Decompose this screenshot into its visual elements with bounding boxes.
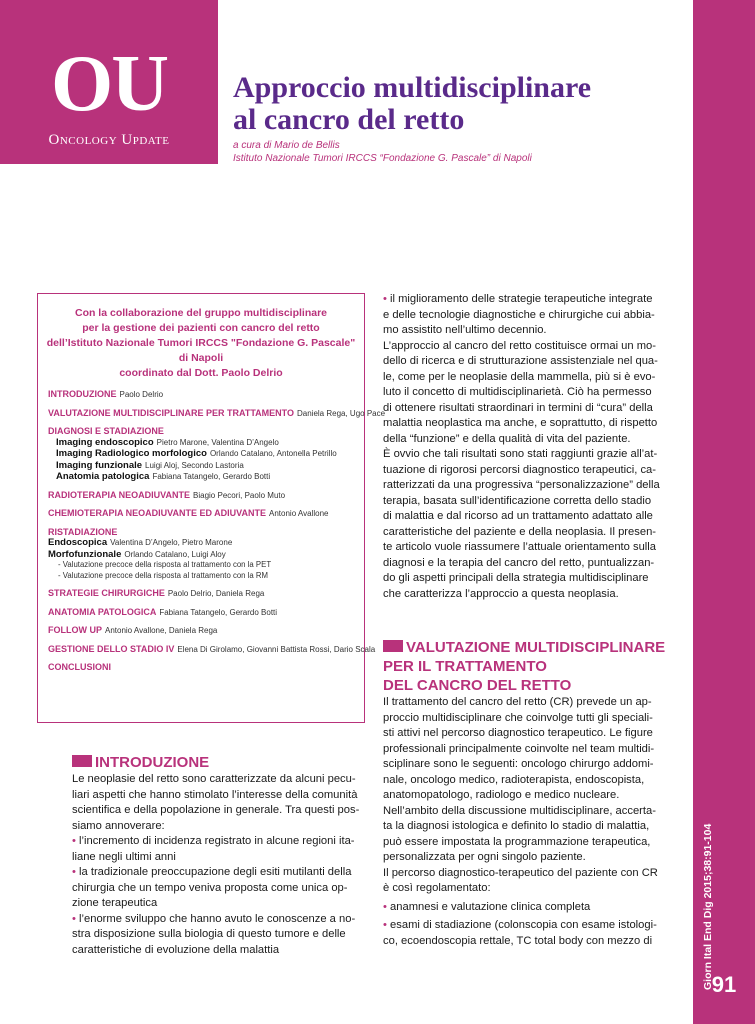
oncology-update-logo [0,0,218,164]
bullet-icon: • [72,912,76,925]
bullet-item: • anamnesi e valutazione clinica completa [383,900,591,913]
bullet-item: • l’enorme sviluppo che hanno avuto le conoscenze a no- [72,912,356,925]
text-line: zione terapeutica [72,897,158,909]
article-title [233,72,591,136]
text-line: anatomopatologo, radiologo e medico nucleare. [383,789,620,801]
text-line: dello di ricerca e di strutturazione assistenziale nel qua- [383,355,658,367]
collab-line: per la gestione dei pazienti con cancro del retto [82,322,320,334]
introduction-section [72,753,362,958]
text-line: diagnosi e la terapia del cancro del retto, puntualizzan- [383,556,655,569]
toc-entry-conclusioni: CONCLUSIONI [48,662,111,672]
bullet-item: • il miglioramento delle strategie terapeutiche integrate [383,293,653,305]
text-line: proccio multidisciplinare che coinvolge tutti gli speciali- [383,711,653,724]
toc-entry-anatomia: ANATOMIA PATOLOGICA Fabiana Tatangelo, Gerardo Botti [48,606,278,617]
journal-reference: Giorn Ital End Dig 2015;38:91-104 [702,823,714,990]
toc-subentry: Imaging endoscopico Pietro Marone, Valentina D’Angelo [56,436,279,448]
text-line: può essere impostata la programmazione terapeutica, [383,835,651,848]
collab-line: coordinato dal Dott. Paolo Delrio [119,367,283,379]
text-line: di ottenere risultati straordinari in termini di “cura” della [383,401,653,414]
right-text-top [383,292,669,602]
right-column [383,292,669,949]
text-line: e delle tecnologie diagnostiche e chirurgiche cui abbia- [383,308,655,321]
bullet-icon: • [383,293,387,305]
bullet-icon: • [383,919,387,931]
text-line: è così regolamentato: [383,882,491,894]
text-line: L’approccio al cancro del retto costituisce ormai un mo- [383,339,656,352]
toc-subentry: Anatomia patologica Fabiana Tatangelo, Gerardo Botti [56,471,271,482]
logo-subtitle: Oncology Update [48,132,170,148]
collaboration-note [42,306,360,381]
contents-list [48,389,386,673]
author-line-2: Istituto Nazionale Tumori IRCCS “Fondazione G. Pascale” di Napoli [233,153,532,164]
bullet-icon: • [72,835,76,847]
toc-entry-diagnosi: DIAGNOSI E STADIAZIONE Imaging endoscopico Pietro Marone, Valentina D’Angelo Imaging Radiologico morfologico Orlando Catalano, Antonella Petrillo Imaging funzionale Luigi Aloj, Secondo Lastoria Anatomia patologica Fabiana Tatangelo, Gerardo Botti [48,426,364,483]
text-line: nale, oncologo medico, radioterapista, endoscopista, [383,773,645,786]
toc-entry-strategie: STRATEGIE CHIRURGICHE Paolo Delrio, Daniela Rega [48,588,265,598]
toc-entry-chemioterapia: CHEMIOTERAPIA NEOADIUVANTE ED ADIUVANTE Antonio Avallone [48,508,329,518]
text-line: che caratterizza l’approccio a questa neoplasia. [383,587,619,600]
square-bullet-icon [383,640,403,652]
text-line: Il percorso diagnostico-terapeutico del paziente con CR [383,866,658,879]
toc-subsubentry: - Valutazione precoce della risposta al trattamento con la RM [58,570,269,580]
text-line: È ovvio che tali risultati sono stati raggiunti grazie all’at- [383,448,658,460]
valutazione-heading: VALUTAZIONE MULTIDISCIPLINARE PER IL TRATTAMENTO DEL CANCRO DEL RETTO [383,639,666,694]
bullet-item: • esami di stadiazione (colonscopia con esame istologi- [383,919,657,931]
text-line: scientifica e della popolazione in generale. Tra questi pos- [72,804,360,816]
toc-entry-valutazione: VALUTAZIONE MULTIDISCIPLINARE PER TRATTAMENTO Daniela Rega, Ugo Pace [48,407,386,418]
text-line: professionali principalmente coinvolte nel team multidi- [383,742,655,755]
toc-entry-follow-up: FOLLOW UP Antonio Avallone, Daniela Rega [48,625,218,635]
text-line: ta la diagnosi istologica e definito lo stadio di malattia, [383,820,650,832]
text-line: ratterizzati da una progressiva “personalizzazione” della [383,479,660,491]
text-line: sti attivi nel percorso diagnostico terapeutico. Le figure [383,727,653,739]
text-line: liane negli ultimi anni [72,850,176,863]
logo-letters: OU [51,40,167,128]
collab-line: dell’Istituto Nazionale Tumori IRCCS "Fondazione G. Pascale" di Napoli [46,337,356,364]
collab-line: Con la collaborazione del gruppo multidisciplinare [74,307,328,319]
text-line: mo assistito nell’ultimo decennio. [383,324,547,336]
text-line: co, ecoendoscopia rettale, TC total body con mezzo di [383,934,653,947]
text-line: tuazione di rigorosi percorsi diagnostico terapeutici, ca- [383,463,656,476]
bullet-icon: • [72,866,76,878]
toc-entry-stadio-iv: GESTIONE DELLO STADIO IV Elena Di Girolamo, Giovanni Battista Rossi, Dario Scala [48,643,376,654]
title-line-2: al cancro del retto [233,103,465,136]
text-line: caratteristiche del paziente e della neoplasia. Il presen- [383,525,657,538]
introduction-text [72,772,362,958]
text-line: te articolo vuole riassumere l’attuale orientamento sulla [383,541,656,553]
author-line-1: a cura di Mario de Bellis [233,140,340,151]
page-number: 91 [711,972,737,997]
toc-entry-introduzione: INTRODUZIONE Paolo Delrio [48,389,164,399]
text-line: personalizzata per ogni singolo paziente. [383,851,586,863]
text-line: della “funzione” e della qualità di vita del paziente. [383,432,631,445]
introduction-heading: INTRODUZIONE [72,753,362,772]
text-line: liari aspetti che hanno stimolato l’interesse della comunità [72,788,358,801]
title-line-1: Approccio multidisciplinare [233,71,592,104]
toc-subentry: Imaging funzionale Luigi Aloj, Secondo Lastoria [56,459,244,471]
text-line: malattia neoplastica ma anche, e soprattutto, di rispetto [383,417,658,429]
toc-subentry: Endoscopica Valentina D’Angelo, Pietro Marone [48,537,233,548]
text-line: siamo annoverare: [72,819,165,832]
text-line: di malattia e dal ricorso ad un trattamento adattato alle [383,510,653,522]
text-line: chirurgia che un tempo veniva proposta come unica op- [72,881,348,894]
text-line: do gli aspetti principali della strategia multidisciplinare [383,572,649,584]
text-line: caratteristiche di evoluzione della malattia [72,943,280,956]
text-line: Le neoplasie del retto sono caratterizzate da alcuni pecu- [72,773,356,785]
toc-subentry: Imaging Radiologico morfologico Orlando Catalano, Antonella Petrillo [56,448,337,459]
toc-entry-ristadiazione: RISTADIAZIONE Endoscopica Valentina D’Angelo, Pietro Marone Morfofunzionale Orlando Catalano, Luigi Aloy - Valutazione precoce della risposta al trattamento con la PET - Valutazione precoce della risposta al trattamento con la RM [48,527,364,582]
author-info [233,139,532,165]
toc-entry-radioterapia: RADIOTERAPIA NEOADIUVANTE Biagio Pecori, Paolo Muto [48,489,286,500]
text-line: Nell’ambito della discussione multidisciplinare, accerta- [383,804,656,817]
text-line: luto il concetto di multidisciplinarietà. Ciò ha permesso [383,386,652,398]
text-line: sciplinare sono le seguenti: oncologo chirurgo addomi- [383,758,654,770]
toc-subsubentry: - Valutazione precoce della risposta al trattamento con la PET [58,560,272,569]
valutazione-text [383,695,669,949]
bullet-icon: • [383,900,387,913]
text-line: terapia, basata sull’identificazione corretta dello stadio [383,494,652,507]
text-line: le, come per le neoplasie della mammella, più si è evo- [383,370,656,383]
contents-box [37,293,386,723]
bullet-item: • l’incremento di incidenza registrato in alcune regioni ita- [72,835,355,847]
text-line: stra disposizione sulla biologia di questo tumore e delle [72,928,346,940]
text-line: Il trattamento del cancro del retto (CR) prevede un ap- [383,696,652,708]
toc-subentry: Morfofunzionale Orlando Catalano, Luigi Aloy [48,548,226,560]
square-bullet-icon [72,755,92,767]
bullet-item: • la tradizionale preoccupazione degli esiti mutilanti della [72,866,352,878]
